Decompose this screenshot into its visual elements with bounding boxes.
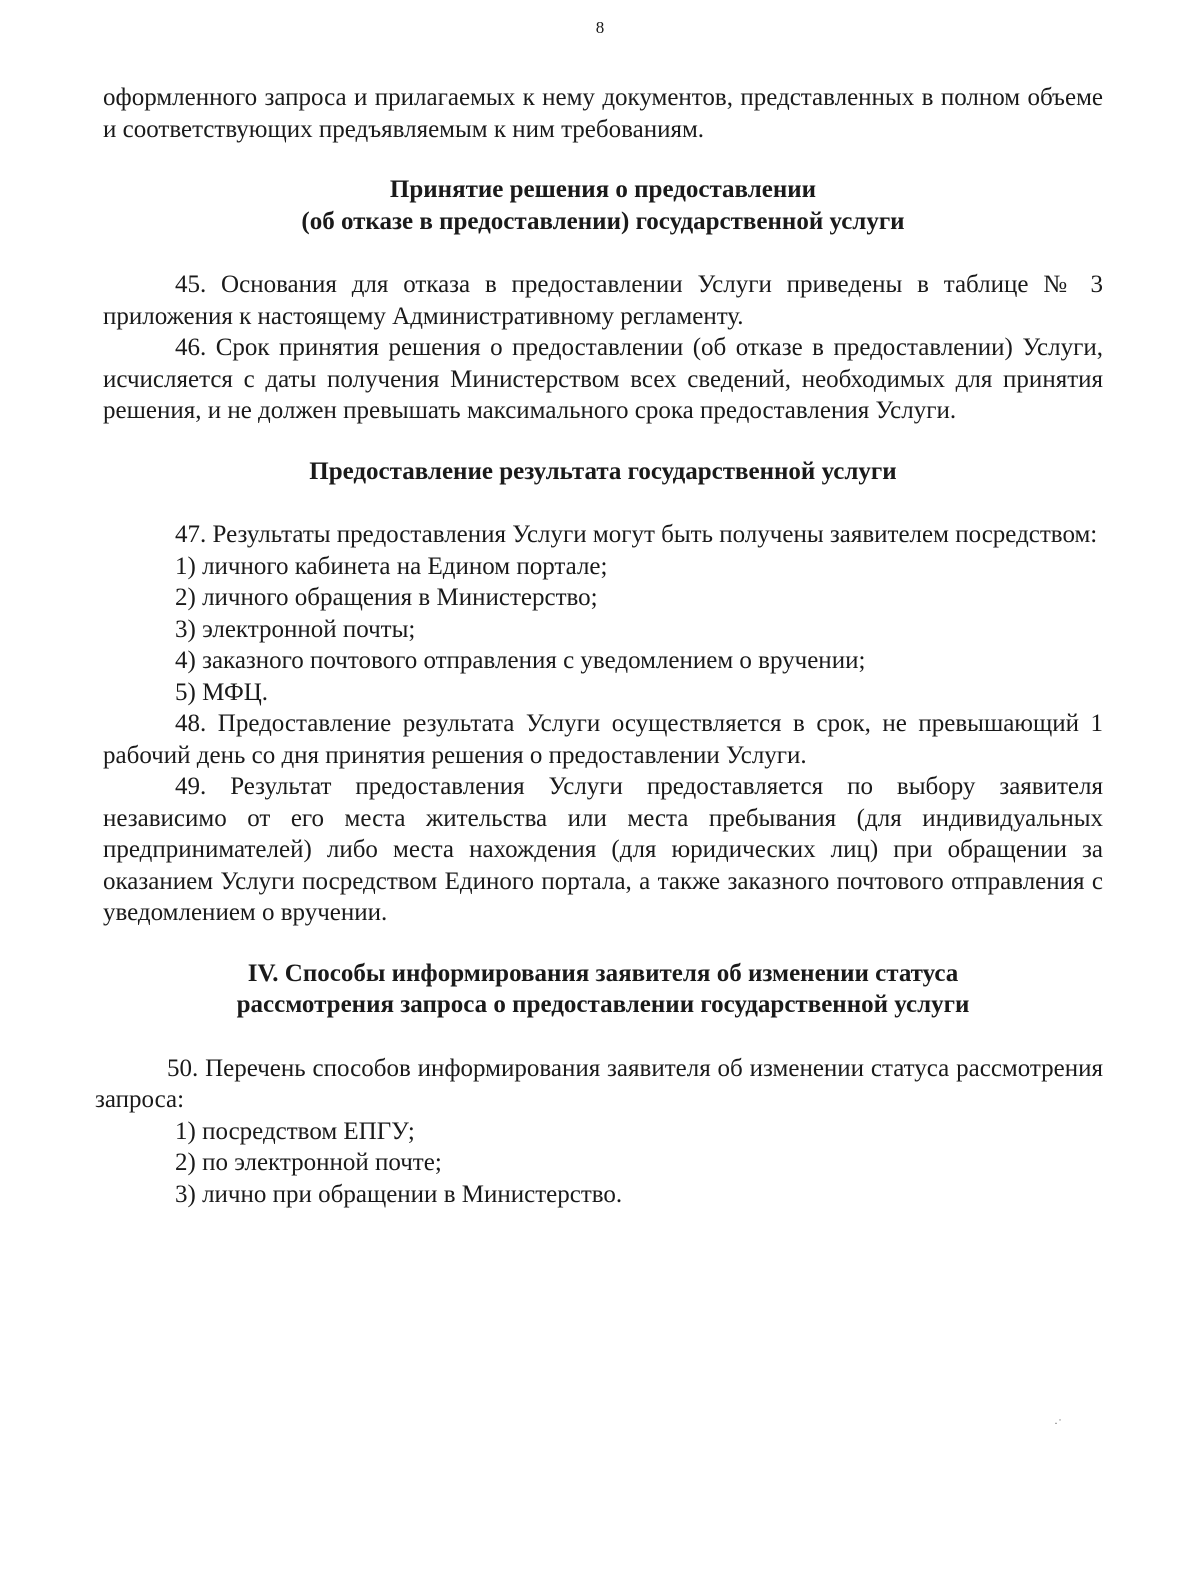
- paragraph-49: 49. Результат предоставления Услуги предоставляется по выбору заявителя независимо от его места жительства или места пребывания (для индивидуальных предпринимателей) либо места нахождения (для юридических лиц) при обращении за оказанием Услуги посредством Единого портала, а также заказного почтового отправления с уведомлением о вручении.: [103, 773, 1103, 926]
- heading-result-line: Предоставление результата государственной услуги: [309, 457, 897, 485]
- paragraph-50: 50. Перечень способов информирования заявителя об изменении статуса рассмотрения запроса:: [95, 1054, 1103, 1113]
- list-item: 1) личного кабинета на Едином портале;: [175, 552, 608, 580]
- list-item: 3) лично при обращении в Министерство.: [175, 1180, 623, 1208]
- page-number: 8: [595, 18, 605, 37]
- list-item: 4) заказного почтового отправления с уведомлением о вручении;: [175, 647, 866, 674]
- list-item: 2) личного обращения в Министерство;: [175, 584, 598, 611]
- list-item: 3) электронной почты;: [175, 615, 416, 643]
- document-body: [95, 82, 1103, 1210]
- heading-decision-line-2: (об отказе в предоставлении) государственной услуги: [301, 207, 905, 235]
- paragraph-45: 45. Основания для отказа в предоставлении Услуги приведены в таблице № 3 приложения к настоящему Административному регламенту.: [103, 271, 1103, 330]
- heading-result: [103, 456, 1103, 488]
- heading-section-iv: [103, 958, 1103, 1021]
- heading-decision: [103, 174, 1103, 237]
- heading-section-iv-line-1: IV. Способы информирования заявителя об изменении статуса: [247, 959, 959, 987]
- list-item: 2) по электронной почте;: [175, 1149, 442, 1176]
- heading-decision-line-1: Принятие решения о предоставлении: [389, 176, 817, 203]
- paragraph-47: 47. Результаты предоставления Услуги могут быть получены заявителем посредством:: [175, 521, 1098, 548]
- list-item: 5) МФЦ.: [175, 678, 269, 706]
- paragraph-48: 48. Предоставление результата Услуги осуществляется в срок, не превышающий 1 рабочий день со дня принятия решения о предоставлении Услуги.: [103, 710, 1103, 769]
- heading-section-iv-line-2: рассмотрения запроса о предоставлении государственной услуги: [236, 991, 970, 1018]
- list-item: 1) посредством ЕПГУ;: [175, 1117, 415, 1145]
- intro-paragraph: оформленного запроса и прилагаемых к нему документов, представленных в полном объеме и соответствующих предъявляемым к ним требованиям.: [103, 84, 1103, 143]
- paragraph-46: 46. Срок принятия решения о предоставлении (об отказе в предоставлении) Услуги, исчисляется с даты получения Министерством всех сведений, необходимых для принятия решения, и не должен превышать максимального срока предоставления Услуги.: [103, 334, 1103, 424]
- scan-speck-icon: ·˙: [1054, 1416, 1062, 1430]
